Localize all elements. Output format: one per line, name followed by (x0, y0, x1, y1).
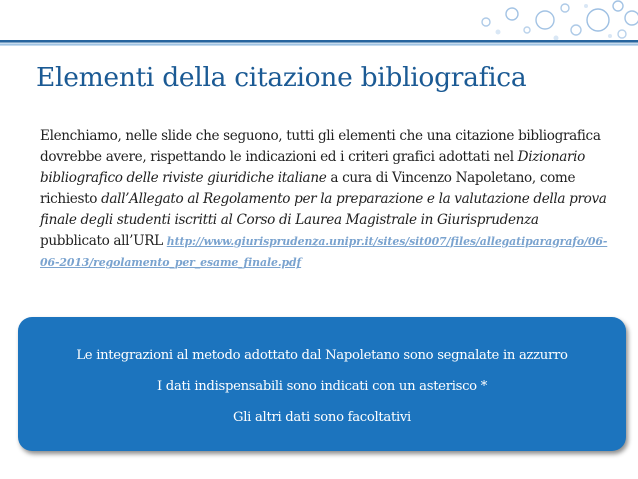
curator-text: a cura di Vincenzo Napoletano, come richiesto (40, 169, 576, 207)
regulation-url-link[interactable]: http://www.giurisprudenza.unipr.it/sites/sit007/files/allegatiparagrafo/06-06-2013/regolamento_per_esame_finale.pdf (40, 234, 608, 270)
decorative-bubbles (0, 0, 638, 70)
info-box (18, 317, 626, 451)
published-at-text: pubblicato all’URL (40, 232, 167, 249)
dictionary-title: Dizionario bibliografico delle riviste giuridiche italiane (40, 148, 586, 186)
header-divider (0, 40, 638, 47)
info-line-required: I dati indispensabili sono indicati con un asterisco * (157, 379, 487, 394)
body-paragraph (40, 126, 612, 274)
intro-text: Elenchiamo, nelle slide che seguono, tutti gli elementi che una citazione bibliografica dovrebbe avere, rispettando le indicazioni ed i criteri grafici adottati nel (40, 128, 601, 165)
info-line-integrations: Le integrazioni al metodo adottato dal Napoletano sono segnalate in azzurro (76, 348, 568, 363)
slide-title: Elementi della citazione bibliografica (36, 62, 527, 93)
regulation-reference: dall’Allegato al Regolamento per la preparazione e la valutazione della prova finale degli studenti iscritti al Corso di Laurea Magistrale in Giurisprudenza (40, 190, 607, 228)
info-line-optional: Gli altri dati sono facoltativi (233, 410, 411, 425)
